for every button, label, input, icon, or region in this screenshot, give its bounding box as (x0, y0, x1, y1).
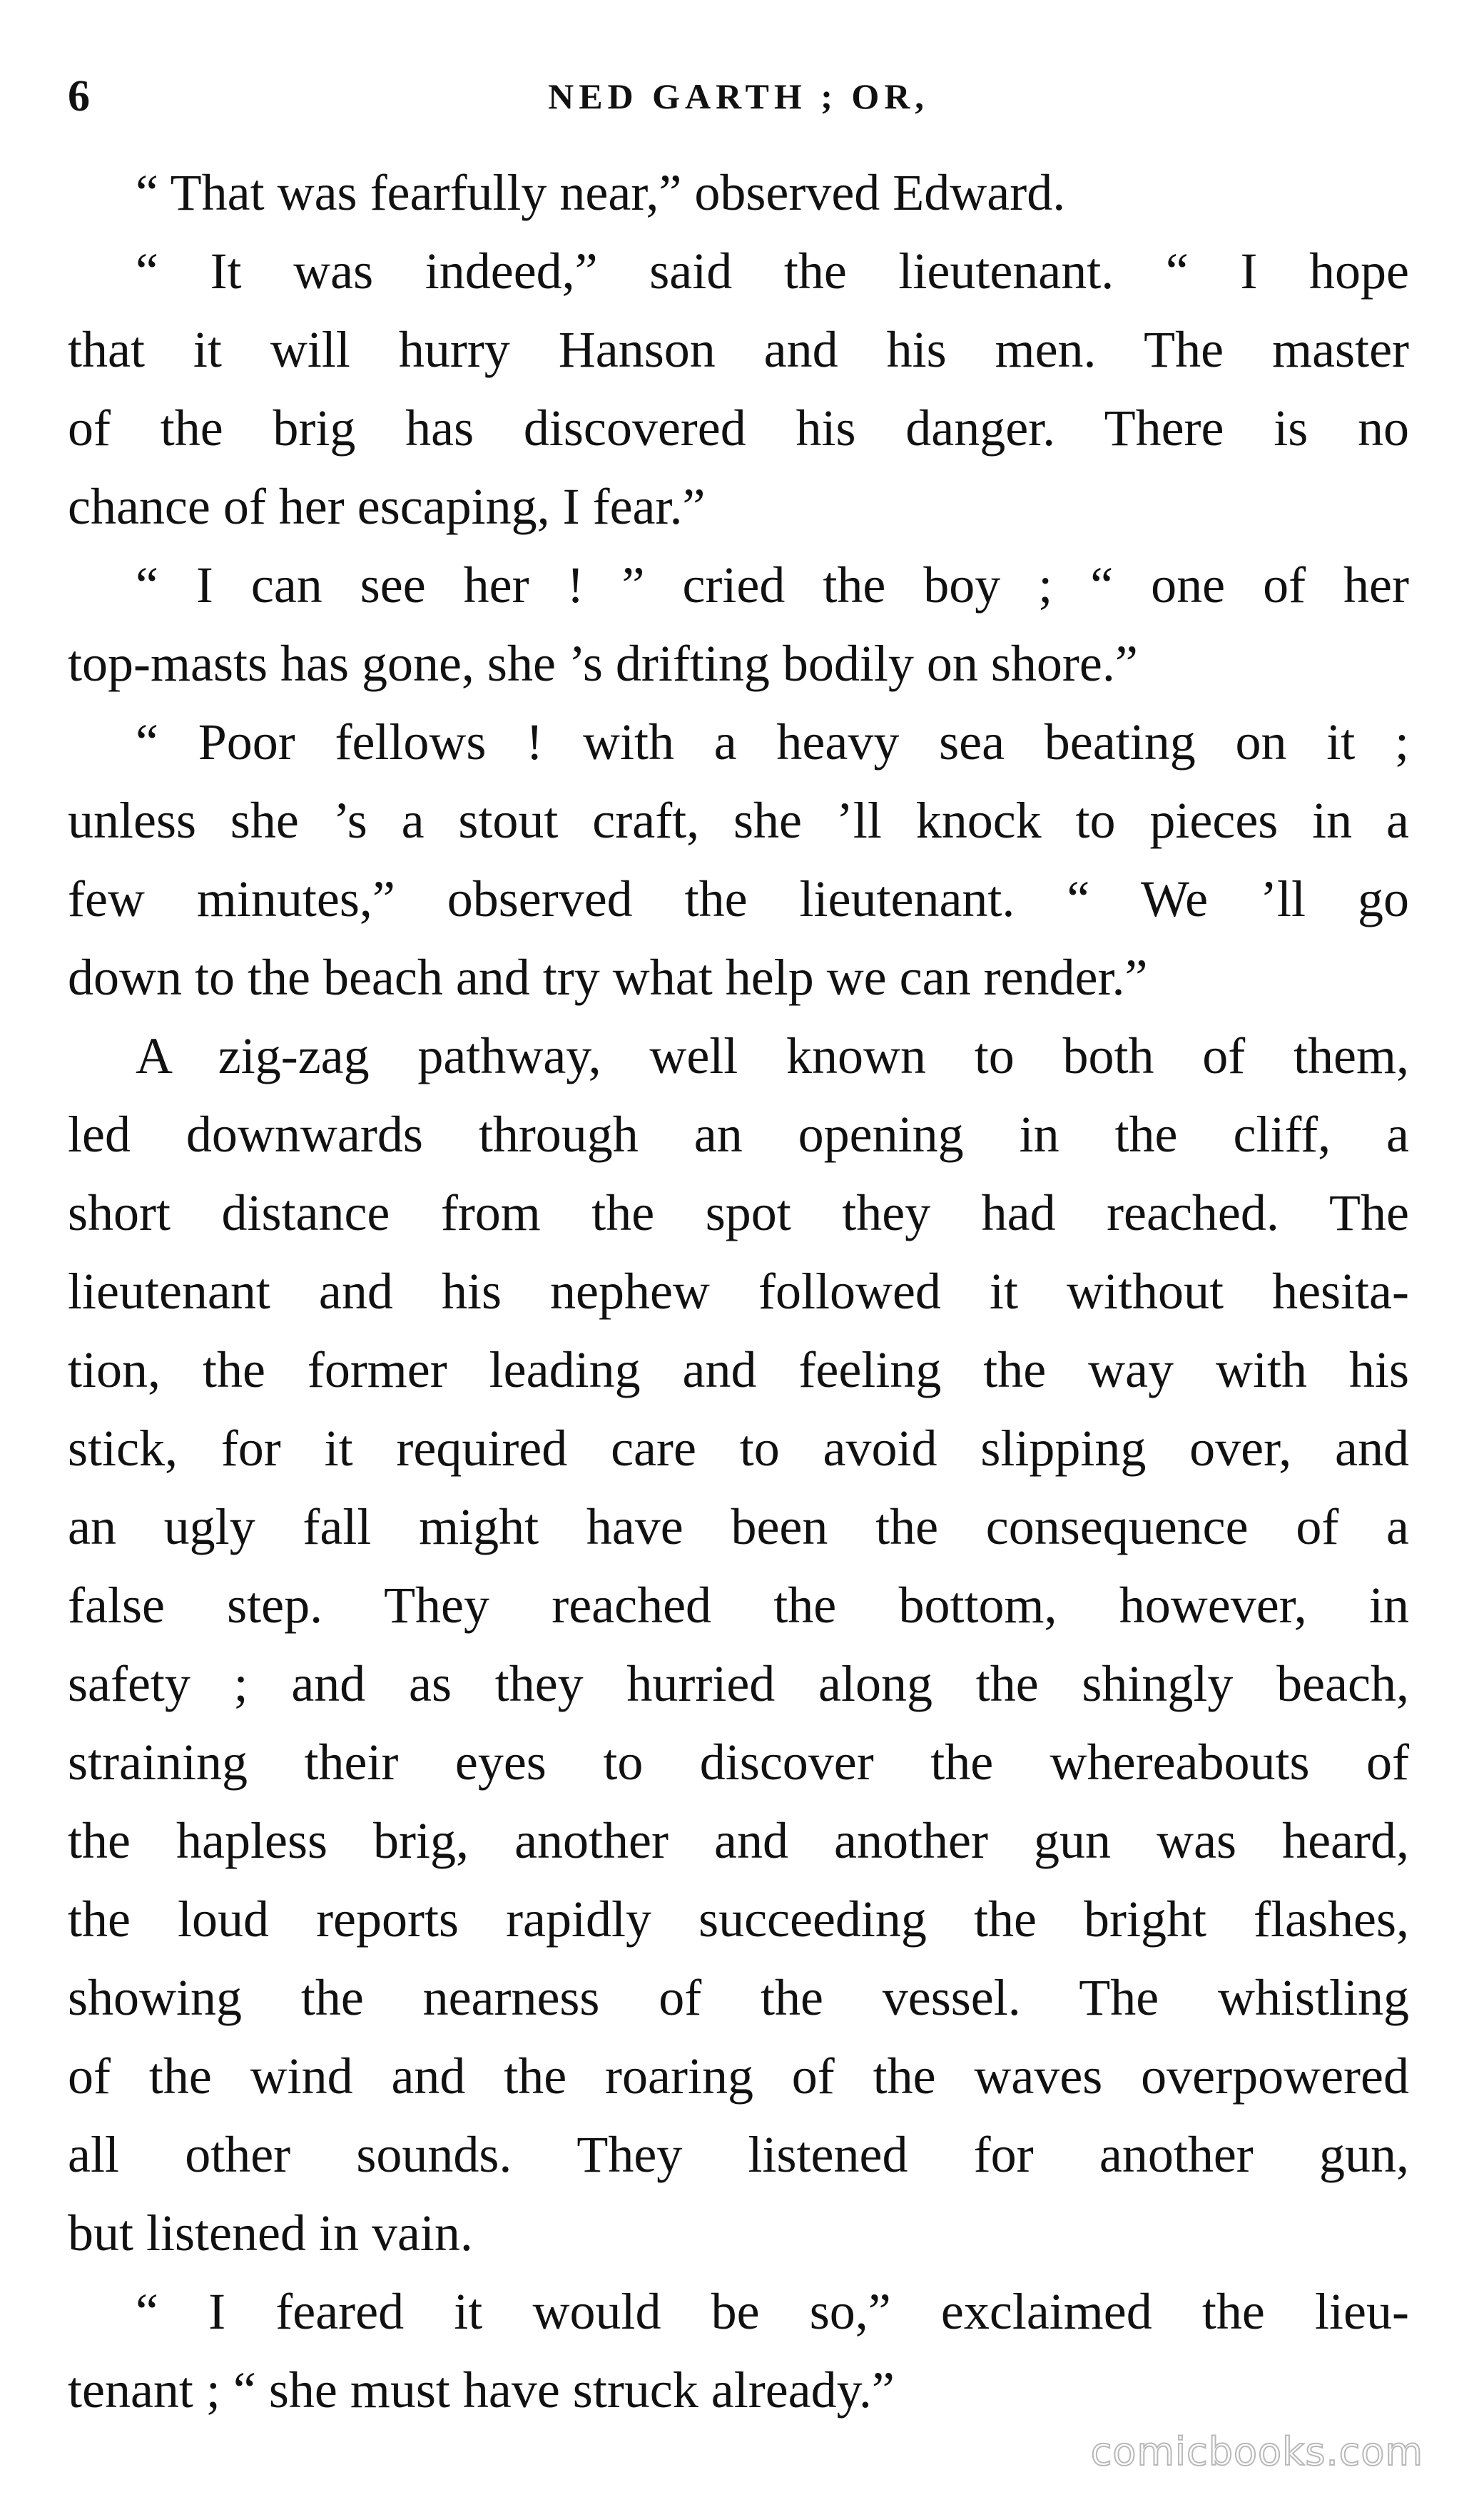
text-line: the loud reports rapidly succeeding the bright flashes, (68, 1891, 1409, 1948)
text-line: “ That was fearfully near,” observed Edward. (136, 164, 1066, 221)
text-line: of the wind and the roaring of the waves overpowered (68, 2048, 1409, 2105)
text-line: “ Poor fellows ! with a heavy sea beating on it ; (136, 713, 1409, 771)
text-line: short distance from the spot they had reached. The (68, 1184, 1409, 1241)
text-line: an ugly fall might have been the consequence of a (68, 1498, 1409, 1555)
text-line: all other sounds. They listened for another gun, (68, 2126, 1409, 2183)
running-head (68, 68, 1409, 125)
text-line: but listened in vain. (68, 2205, 473, 2262)
body-text (68, 153, 1409, 2429)
text-line: few minutes,” observed the lieutenant. “ We ’ll go (68, 870, 1409, 927)
text-line: led downwards through an opening in the cliff, a (68, 1106, 1409, 1163)
running-title: NED GARTH ; OR, (548, 76, 929, 116)
page-number: 6 (68, 72, 90, 121)
text-line: chance of her escaping, I fear.” (68, 478, 706, 535)
text-line: “ It was indeed,” said the lieutenant. “ I hope (136, 243, 1409, 300)
text-line: stick, for it required care to avoid slipping over, and (68, 1420, 1409, 1477)
watermark: comicbooks.com (1090, 2429, 1423, 2474)
text-line: safety ; and as they hurried along the shingly beach, (68, 1655, 1409, 1712)
text-line: that it will hurry Hanson and his men. The master (68, 321, 1409, 378)
text-line: unless she ’s a stout craft, she ’ll knock to pieces in a (68, 792, 1409, 849)
text-line: of the brig has discovered his danger. There is no (68, 400, 1409, 457)
text-line: the hapless brig, another and another gun was heard, (68, 1812, 1409, 1869)
text-line: “ I feared it would be so,” exclaimed the lieu- (136, 2283, 1409, 2340)
text-line: showing the nearness of the vessel. The whistling (68, 1969, 1409, 2026)
text-line: lieutenant and his nephew followed it without hesita- (68, 1263, 1409, 1320)
text-line: “ I can see her ! ” cried the boy ; “ one of her (136, 556, 1409, 614)
text-line: down to the beach and try what help we can render.” (68, 949, 1148, 1006)
text-line: top-masts has gone, she ’s drifting bodily on shore.” (68, 635, 1138, 692)
text-line: A zig-zag pathway, well known to both of them, (136, 1027, 1409, 1084)
text-line: straining their eyes to discover the whereabouts of (68, 1734, 1409, 1791)
text-line: tenant ; “ she must have struck already.” (68, 2361, 895, 2419)
text-line: false step. They reached the bottom, however, in (68, 1577, 1409, 1634)
text-line: tion, the former leading and feeling the way with his (68, 1341, 1409, 1398)
